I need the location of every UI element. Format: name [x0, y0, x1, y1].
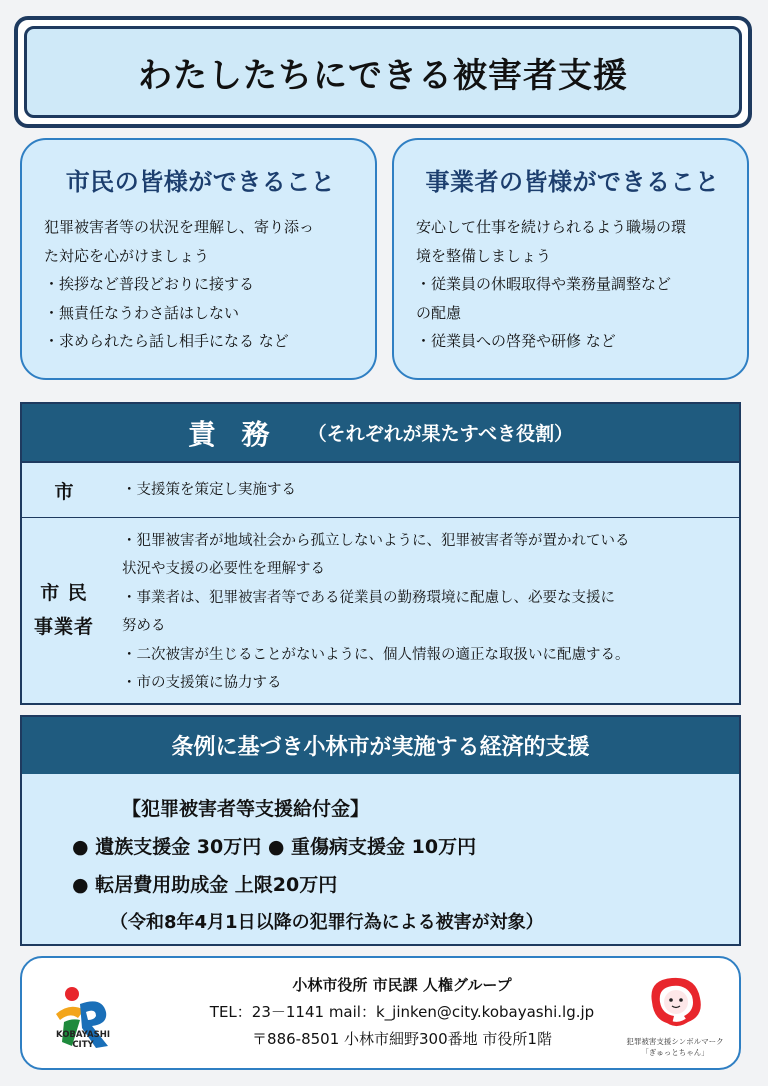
citizens-card-text — [44, 213, 357, 356]
title-frame — [14, 16, 752, 128]
support-line: ● 遺族支援金 30万円 ● 重傷病支援金 10万円 — [72, 836, 477, 858]
address: 〒886-8501 小林市細野300番地 市役所1階 — [252, 1030, 552, 1048]
citizens-duty-line: ・市の支援策に協力する — [122, 675, 282, 691]
citizens-duty-line: 状況や支援の必要性を理解する — [122, 561, 325, 577]
citizens-duty-line: 努める — [122, 618, 166, 634]
page-title: わたしたちにできる被害者支援 — [138, 55, 628, 96]
citizens-card-line: た対応を心がけましょう — [44, 246, 210, 265]
city-duty-text: ・支援策を策定し実施する — [122, 481, 296, 498]
citizens-duty-line: ・二次被害が生じることがないように、個人情報の適正な取扱いに配慮する。 — [122, 646, 630, 663]
mascot-gyutto-chan-icon — [644, 972, 708, 1032]
business-card — [392, 138, 749, 380]
contact-footer — [20, 956, 741, 1070]
logo-text-line: CITY — [72, 1040, 94, 1050]
support-subtitle: 【犯罪被害者等支援給付金】 — [122, 798, 370, 820]
business-card-line: 安心して仕事を続けられるよう職場の環 — [416, 218, 687, 236]
citizens-card-title: 市民の皆様ができること — [65, 168, 336, 196]
economic-support-section — [20, 715, 741, 946]
tel-mail: TEL：23－1141 mail：k_jinken@city.kobayashi.lg.jp — [209, 1003, 595, 1021]
support-body — [22, 774, 739, 942]
office-name: 小林市役所 市民課 人権グループ — [292, 976, 512, 994]
business-card-text — [416, 213, 729, 356]
citizens-card-line: ・無責任なうわさ話はしない — [44, 303, 240, 322]
citizens-card-line: 犯罪被害者等の状況を理解し、寄り添っ — [44, 218, 315, 236]
citizens-card-line: ・挨拶など普段どおりに接する — [44, 275, 255, 293]
support-note: （令和8年4月1日以降の犯罪行為による被害が対象） — [110, 912, 544, 933]
citizens-label — [22, 576, 106, 644]
business-card-line: ・従業員の休暇取得や業務量調整など — [416, 275, 672, 293]
duties-heading: 責 務 — [187, 417, 278, 451]
support-line: ● 転居費用助成金 上限20万円 — [72, 874, 338, 896]
city-label: 市 — [54, 480, 74, 503]
citizens-duty-text — [106, 523, 630, 698]
duties-header — [22, 404, 739, 463]
mascot-caption-line: 犯罪被害支援シンボルマーク — [626, 1037, 724, 1046]
logo-text — [40, 1030, 126, 1050]
citizens-duty-line: ・事業者は、犯罪被害者等である従業員の勤務環境に配慮し、必要な支援に — [122, 589, 615, 606]
logo-text-line: KOBAYASHI — [56, 1030, 110, 1040]
support-heading: 条例に基づき小林市が実施する経済的支援 — [22, 717, 739, 774]
contact-info — [202, 972, 602, 1053]
duties-row-citizens — [22, 518, 739, 702]
citizens-duty-line: ・犯罪被害者が地域社会から孤立しないように、犯罪被害者等が置かれている — [122, 532, 630, 549]
business-card-line: 境を整備しましょう — [416, 246, 552, 265]
mascot-caption-line: 「ぎゅっとちゃん」 — [641, 1048, 709, 1057]
duties-row-city — [22, 463, 739, 518]
citizens-label-line: 事業者 — [33, 616, 94, 638]
title-box — [24, 26, 742, 118]
duties-table — [20, 402, 741, 705]
mascot-caption — [610, 1036, 740, 1058]
citizens-card — [20, 138, 377, 380]
business-card-line: ・従業員への啓発や研修 など — [416, 332, 616, 350]
duties-subheading: （それぞれが果たすべき役割） — [307, 423, 574, 445]
business-card-line: の配慮 — [416, 303, 462, 322]
citizens-label-line: 市 民 — [40, 582, 88, 604]
citizens-card-line: ・求められたら話し相手になる など — [44, 332, 289, 350]
business-card-title: 事業者の皆様ができること — [425, 168, 720, 196]
